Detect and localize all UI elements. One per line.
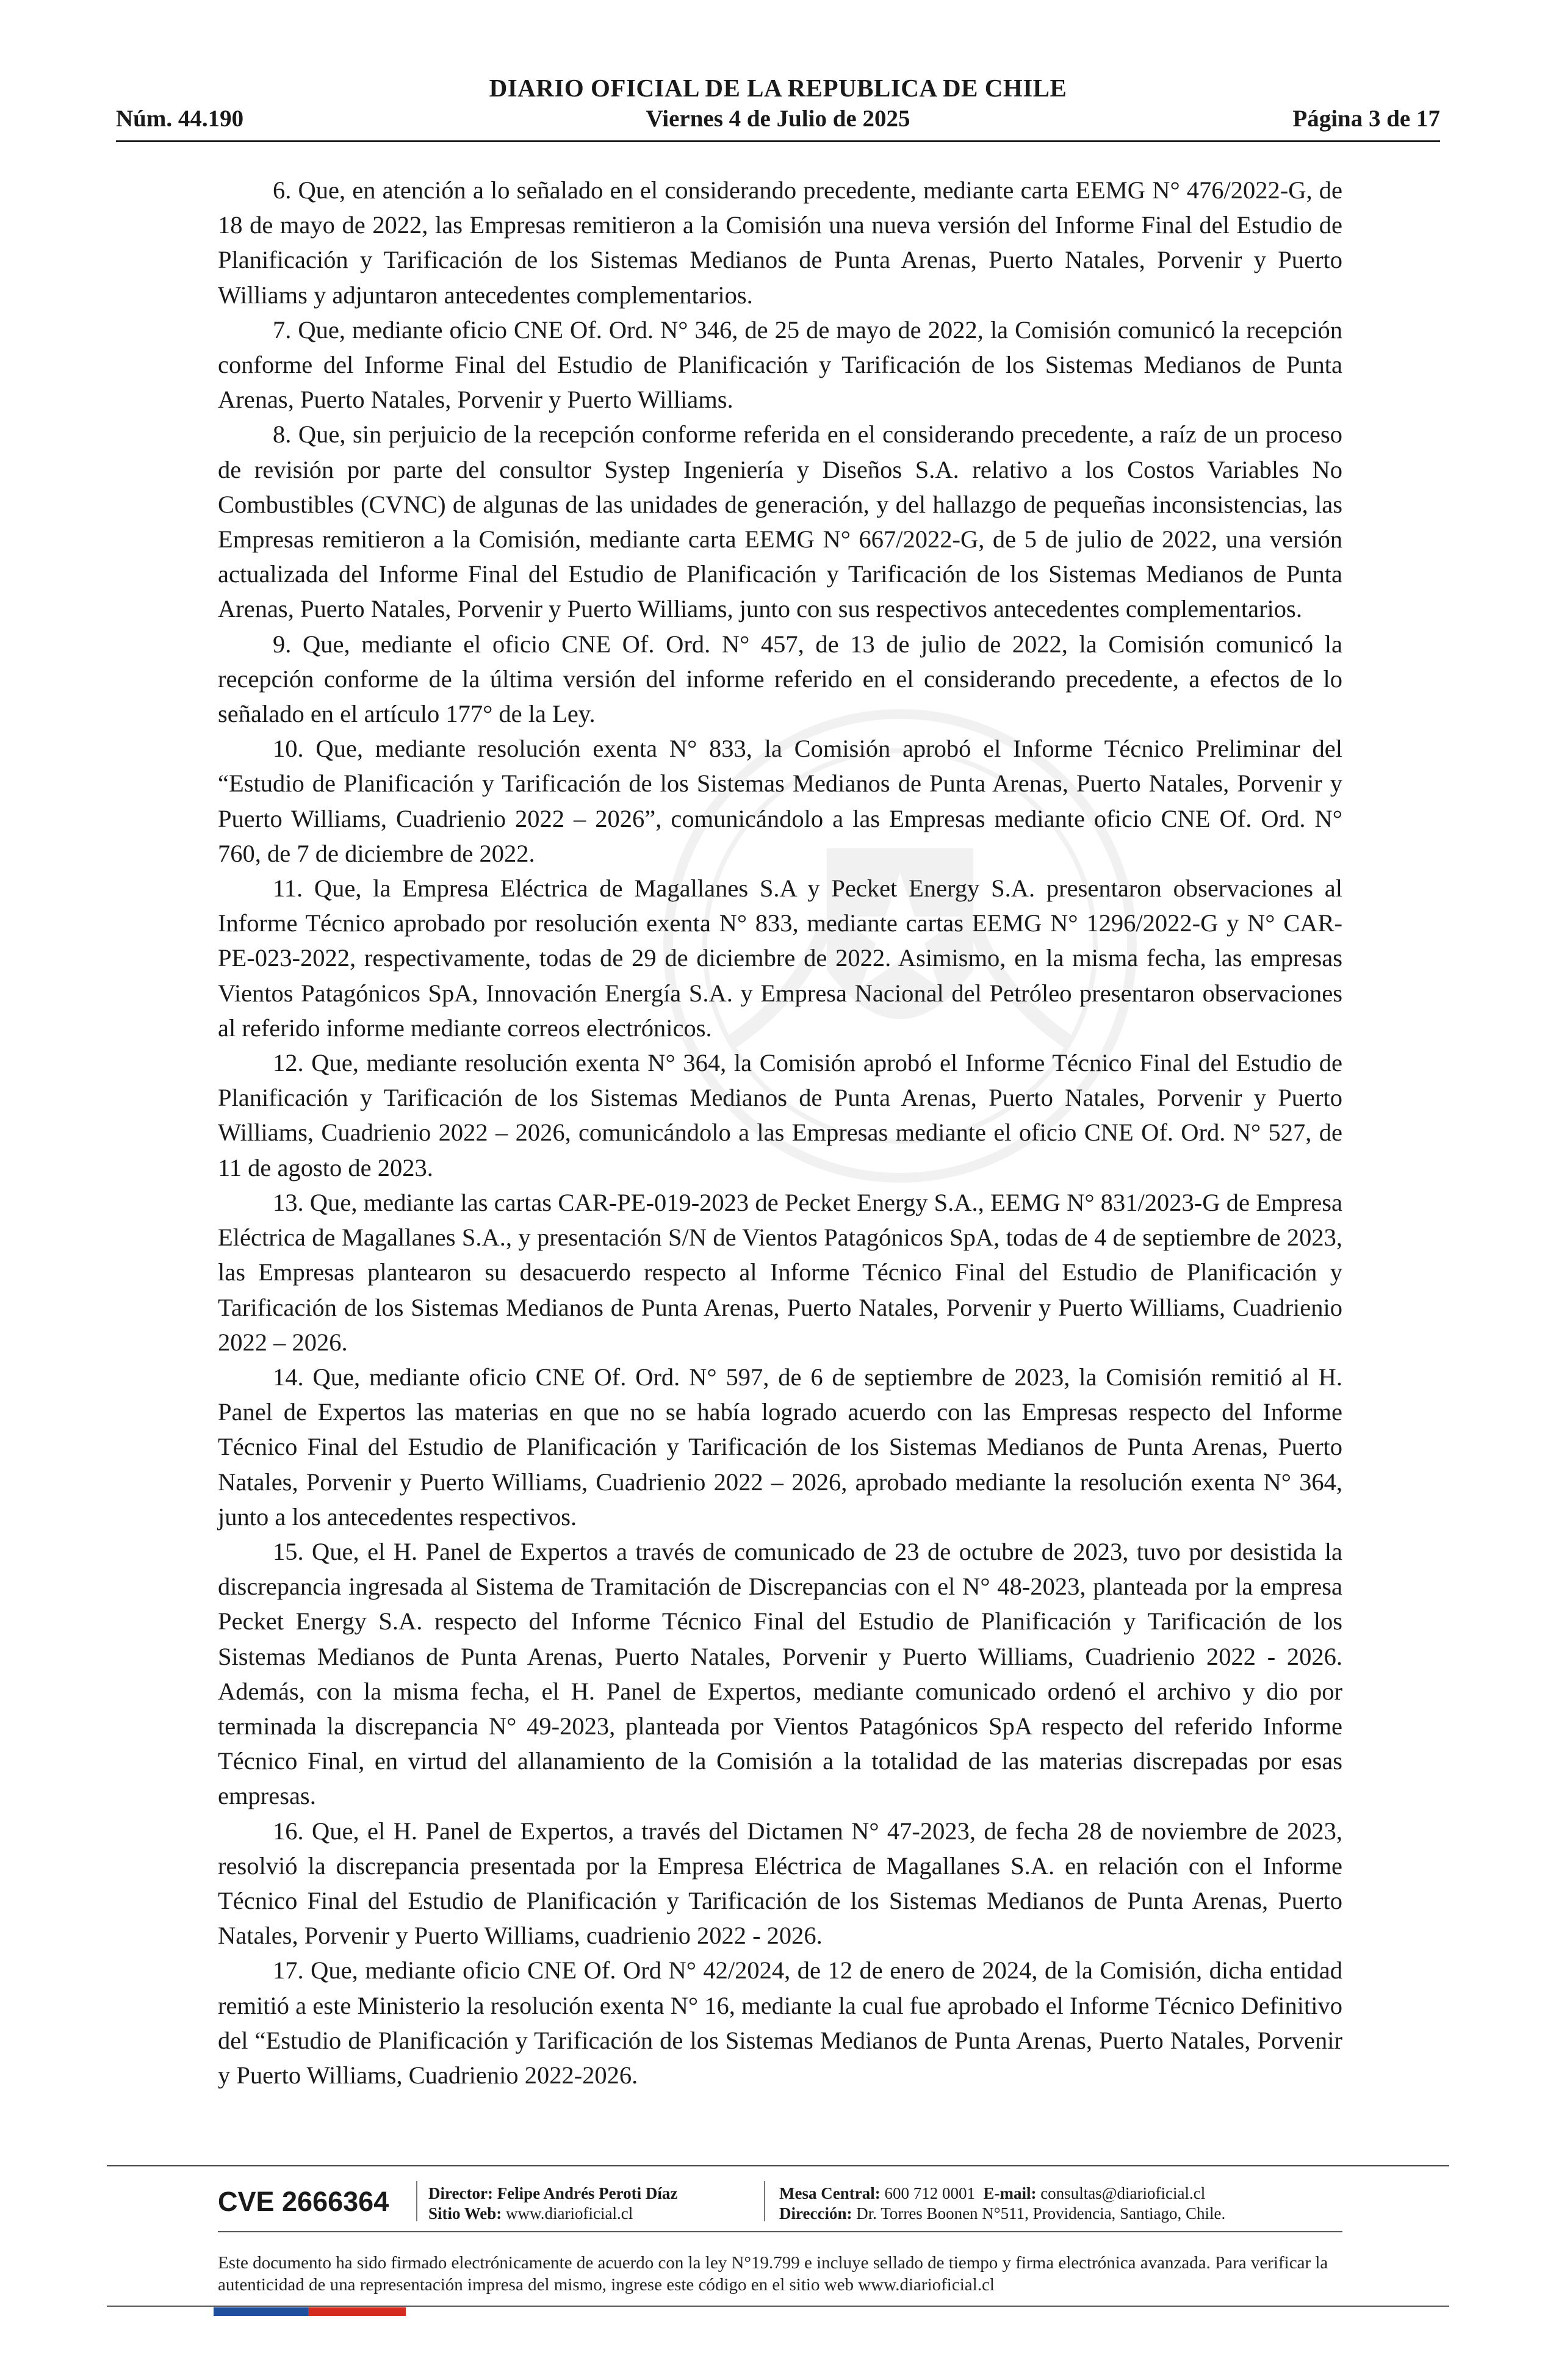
email-link[interactable]: consultas@diarioficial.cl: [1040, 2184, 1206, 2202]
footer-bottom-divider: [107, 2306, 1449, 2307]
footer-separator: [416, 2181, 417, 2221]
paragraph-6: 6. Que, en atención a lo señalado en el considerando precedente, mediante carta EEMG N° 476/2022-G, de 18 de mayo de 2022, las Empresas remitieron a la Comisión una nueva versión del Informe Final del Estudio de Planificación y Tarificación de los Sistemas Medianos de Punta Arenas, Puerto Natales, Porvenir y Puerto Williams y adjuntaron antecedentes complementarios.: [218, 176, 1342, 309]
header-divider: [116, 140, 1440, 142]
publication-title: DIARIO OFICIAL DE LA REPUBLICA DE CHILE: [489, 74, 1067, 102]
footer-info-row: [218, 2179, 1342, 2226]
director-label: Director:: [428, 2184, 493, 2202]
address-value: Dr. Torres Boonen N°511, Providencia, Santiago, Chile.: [856, 2204, 1226, 2223]
address-label: Dirección:: [779, 2204, 852, 2223]
flag-stripe: [214, 2307, 406, 2316]
paragraph-10: 10. Que, mediante resolución exenta N° 833, la Comisión aprobó el Informe Técnico Preliminar del “Estudio de Planificación y Tarificación de los Sistemas Medianos de Punta Arenas, Puerto Natales, Porvenir y Puerto Williams, Cuadrienio 2022 – 2026”, comunicándolo a las Empresas mediante oficio CNE Of. Ord. N° 760, de 7 de diciembre de 2022.: [218, 735, 1342, 867]
paragraph-7: 7. Que, mediante oficio CNE Of. Ord. N° 346, de 25 de mayo de 2022, la Comisión comunicó la recepción conforme del Informe Final del Estudio de Planificación y Tarificación de los Sistemas Medianos de Punta Arenas, Puerto Natales, Porvenir y Puerto Williams.: [218, 316, 1342, 414]
issue-date: Viernes 4 de Julio de 2025: [646, 106, 910, 132]
email-label: E-mail:: [983, 2184, 1037, 2202]
paragraph-12: 12. Que, mediante resolución exenta N° 364, la Comisión aprobó el Informe Técnico Final del Estudio de Planificación y Tarificación de los Sistemas Medianos de Punta Arenas, Puerto Natales, Porvenir y Puerto Williams, Cuadrienio 2022 – 2026, comunicándolo a las Empresas mediante el oficio CNE Of. Ord. N° 527, de 11 de agosto de 2023.: [218, 1049, 1342, 1181]
footer-separator: [764, 2181, 765, 2221]
flag-red-segment: [308, 2307, 406, 2316]
site-link[interactable]: www.diarioficial.cl: [506, 2204, 633, 2223]
paragraph-16: 16. Que, el H. Panel de Expertos, a través del Dictamen N° 47-2023, de fecha 28 de noviembre de 2023, resolvió la discrepancia presentada por la Empresa Eléctrica de Magallanes S.A. en relación con el Informe Técnico Final del Estudio de Planificación y Tarificación de los Sistemas Medianos de Punta Arenas, Puerto Natales, Porvenir y Puerto Williams, cuadrienio 2022 - 2026.: [218, 1817, 1342, 1950]
page-header: [116, 73, 1440, 146]
footer-mid-divider: [218, 2231, 1342, 2232]
director-block: [428, 2183, 677, 2224]
page-indicator: Página 3 de 17: [1292, 106, 1440, 132]
paragraph-11: 11. Que, la Empresa Eléctrica de Magallanes S.A y Pecket Energy S.A. presentaron observaciones al Informe Técnico aprobado por resolución exenta N° 833, mediante cartas EEMG N° 1296/2022-G y N° CAR-PE-023-2022, respectivamente, todas de 29 de diciembre de 2022. Asimismo, en la misma fecha, las empresas Vientos Patagónicos SpA, Innovación Energía S.A. y Empresa Nacional del Petróleo presentaron observaciones al referido informe mediante correos electrónicos.: [218, 874, 1342, 1042]
paragraph-17: 17. Que, mediante oficio CNE Of. Ord N° 42/2024, de 12 de enero de 2024, de la Comisión, dicha entidad remitió a este Ministerio la resolución exenta N° 16, mediante la cual fue aprobado el Informe Técnico Definitivo del “Estudio de Planificación y Tarificación de los Sistemas Medianos de Punta Arenas, Puerto Natales, Porvenir y Puerto Williams, Cuadrienio 2022-2026.: [218, 1956, 1342, 2089]
document-body: [218, 173, 1342, 2093]
paragraph-13: 13. Que, mediante las cartas CAR-PE-019-2023 de Pecket Energy S.A., EEMG N° 831/2023-G de Empresa Eléctrica de Magallanes S.A., y presentación S/N de Vientos Patagónicos SpA, todas de 4 de septiembre de 2023, las Empresas plantearon su desacuerdo respecto al Informe Técnico Final del Estudio de Planificación y Tarificación de los Sistemas Medianos de Punta Arenas, Puerto Natales, Porvenir y Puerto Williams, Cuadrienio 2022 – 2026.: [218, 1188, 1342, 1356]
paragraph-8: 8. Que, sin perjuicio de la recepción conforme referida en el considerando precedente, a raíz de un proceso de revisión por parte del consultor Systep Ingeniería y Diseños S.A. relativo a los Costos Variables No Combustibles (CVNC) de algunas de las unidades de generación, y del hallazgo de pequeñas inconsistencias, las Empresas remitieron a la Comisión, mediante carta EEMG N° 667/2022-G, de 5 de julio de 2022, una versión actualizada del Informe Final del Estudio de Planificación y Tarificación de los Sistemas Medianos de Punta Arenas, Puerto Natales, Porvenir y Puerto Williams, junto con sus respectivos antecedentes complementarios.: [218, 420, 1342, 623]
cve-code: CVE 2666364: [218, 2186, 389, 2217]
director-name: Felipe Andrés Peroti Díaz: [497, 2184, 678, 2202]
signature-notice: Este documento ha sido firmado electrónicamente de acuerdo con la ley N°19.799 e incluye sellado de tiempo y firma electrónica avanzada. Para verificar la autenticidad de una representación impresa del mismo, ingrese este código en el sitio web www.diarioficial.cl: [218, 2253, 1328, 2295]
site-label: Sitio Web:: [428, 2204, 502, 2223]
contact-block: [779, 2183, 1225, 2224]
paragraph-15: 15. Que, el H. Panel de Expertos a través de comunicado de 23 de octubre de 2023, tuvo por desistida la discrepancia ingresada al Sistema de Tramitación de Discrepancias con el N° 48-2023, planteada por la empresa Pecket Energy S.A. respecto del Informe Técnico Final del Estudio de Planificación y Tarificación de los Sistemas Medianos de Punta Arenas, Puerto Natales, Porvenir y Puerto Williams, Cuadrienio 2022 - 2026. Además, con la misma fecha, el H. Panel de Expertos, mediante comunicado ordenó el archivo y dio por terminada la discrepancia N° 49-2023, planteada por Vientos Patagónicos SpA respecto del referido Informe Técnico Final, en virtud del allanamiento de la Comisión a la totalidad de las materias discrepadas por esas empresas.: [218, 1537, 1342, 1810]
phone-value: 600 712 0001: [884, 2184, 975, 2202]
paragraph-9: 9. Que, mediante el oficio CNE Of. Ord. N° 457, de 13 de julio de 2022, la Comisión comunicó la recepción conforme de la última versión del informe referido en el considerando precedente, a efectos de lo señalado en el artículo 177° de la Ley.: [218, 630, 1342, 728]
flag-blue-segment: [214, 2307, 308, 2316]
phone-label: Mesa Central:: [779, 2184, 881, 2202]
footer-top-divider: [107, 2165, 1449, 2166]
paragraph-14: 14. Que, mediante oficio CNE Of. Ord. N° 597, de 6 de septiembre de 2023, la Comisión remitió al H. Panel de Expertos las materias en que no se había logrado acuerdo con las Empresas respecto del Informe Técnico Final del Estudio de Planificación y Tarificación de los Sistemas Medianos de Punta Arenas, Puerto Natales, Porvenir y Puerto Williams, Cuadrienio 2022 – 2026, aprobado mediante la resolución exenta N° 364, junto a los antecedentes respectivos.: [218, 1363, 1342, 1531]
issue-number: Núm. 44.190: [116, 106, 244, 132]
